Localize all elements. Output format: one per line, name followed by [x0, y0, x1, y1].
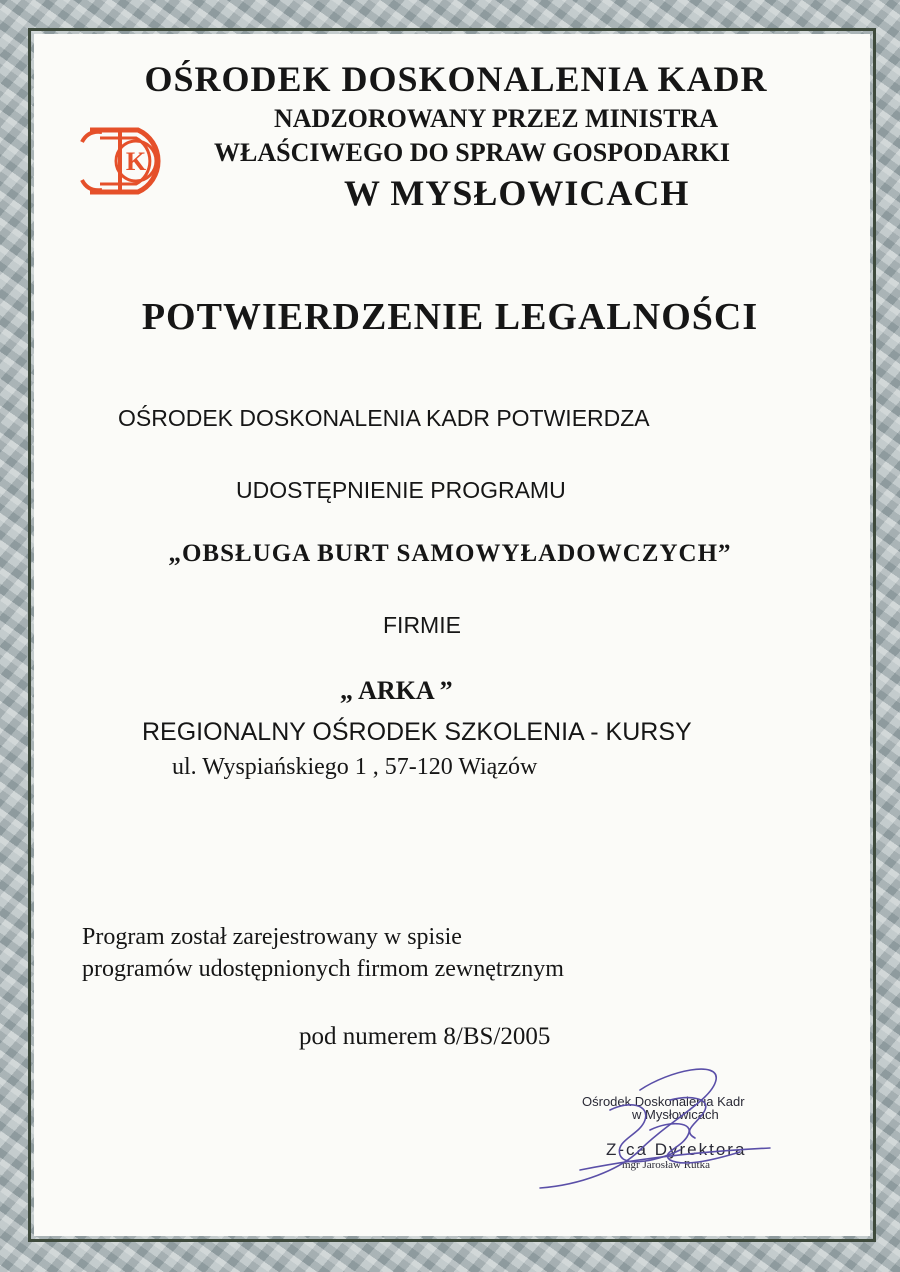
odk-logo-icon — [80, 122, 198, 200]
stamp-name: mgr Jarosław Rutka — [622, 1159, 710, 1171]
stamp-line-2: w Mysłowicach — [632, 1107, 719, 1122]
registration-number: pod numerem 8/BS/2005 — [299, 1023, 551, 1050]
logo-letter: K — [125, 147, 147, 176]
registration-line-1: Program został zarejestrowany w spisie — [82, 924, 462, 950]
header-line-3: WŁAŚCIWEGO DO SPRAW GOSPODARKI — [214, 138, 730, 167]
company-name: „ ARKA ” — [340, 676, 453, 705]
registration-line-2: programów udostępnionych firmom zewnętrznym — [82, 956, 564, 982]
certificate-title: POTWIERDZENIE LEGALNOŚCI — [141, 296, 759, 338]
header-line-1: OŚRODEK DOSKONALENIA KADR — [144, 59, 768, 99]
program-name: „OBSŁUGA BURT SAMOWYŁADOWCZYCH” — [168, 540, 732, 567]
stamp-role: Z-ca Dyrektora — [606, 1140, 747, 1159]
body-line-confirms: OŚRODEK DOSKONALENIA KADR POTWIERDZA — [118, 405, 650, 431]
header-line-4: W MYSŁOWICACH — [344, 173, 690, 213]
company-description: REGIONALNY OŚRODEK SZKOLENIA - KURSY — [142, 718, 692, 746]
header-line-2: NADZOROWANY PRZEZ MINISTRA — [274, 104, 718, 133]
body-line-program-label: UDOSTĘPNIENIE PROGRAMU — [236, 477, 566, 503]
company-address: ul. Wyspiańskiego 1 , 57-120 Wiązów — [172, 754, 538, 780]
signature — [520, 1060, 820, 1200]
body-line-firm-label: FIRMIE — [383, 612, 461, 638]
stamp-line-1: Ośrodek Doskonalenia Kadr — [582, 1094, 745, 1109]
